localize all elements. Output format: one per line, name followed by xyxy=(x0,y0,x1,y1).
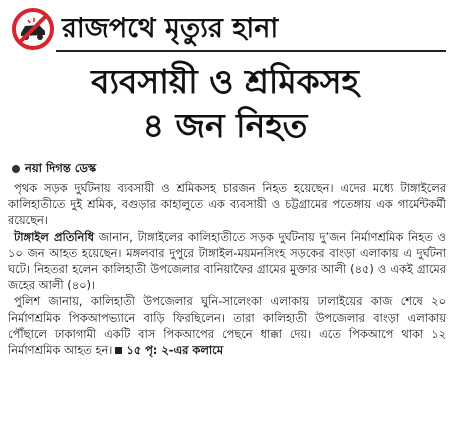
bullet-icon xyxy=(12,165,20,173)
byline-text: নয়া দিগন্ত ডেস্ক xyxy=(25,161,97,175)
byline xyxy=(12,160,96,179)
article-body xyxy=(8,180,446,358)
paragraph-1: পৃথক সড়ক দুর্ঘটনায় ব্যবসায়ী ও শ্রমিকসহ চারজন নিহত হয়েছেন। এদের মধ্যে টাঙ্গাইলের কালিহাতীতে দুই শ্রমিক, বগুড়ার কাহালুতে এক ব্যবসায়ী ও চট্টগ্রামের পতেঙ্গায় এক গার্মেন্টকর্মী রয়েছেন। xyxy=(8,181,446,228)
paragraph-3 xyxy=(8,293,446,358)
paragraph-2-text: জানান, টাঙ্গাইলের কালিহাতীতে সড়ক দুর্ঘটনায় দু’জন নির্মাণশ্রমিক নিহত ও ১০ জন আহত হয়েছেন। মঙ্গলবার দুপুরে টাঙ্গাইল-ময়মনসিংহ সড়কের বাংড়া এলাকায় এ দুর্ঘটনা ঘটে। নিহতরা হলেন কালিহাতী উপজেলার বানিয়াফৈর গ্রামের মুক্তার আলী (৪৫) ও একই গ্রামের জহের আলী (৪০)। xyxy=(8,229,446,293)
header-divider xyxy=(56,50,446,52)
headline-line-1: ব্যবসায়ী ও শ্রমিকসহ xyxy=(91,62,359,101)
continuation-text: ১৫ পৃ: ২-এর কলামে xyxy=(126,343,224,358)
headline-line-2: ৪ জন নিহত xyxy=(142,106,308,145)
accident-car-icon xyxy=(12,8,54,50)
section-label: রাজপথে মৃত্যুর হানা xyxy=(62,13,279,44)
square-bullet-icon xyxy=(115,347,122,354)
paragraph-2 xyxy=(8,229,446,294)
paragraph-3-text: পুলিশ জানায়, কালিহাতী উপজেলার ঘুনি-সালেংকা এলাকায় ঢালাইয়ের কাজ শেষে ২০ নির্মাণশ্রমিক পিকআপভ্যানে বাড়ি ফিরছিলেন। তারা কালিহাতী উপজেলার বাংড়া এলাকায় পৌঁছালে ঢাকাগামী একটি বাস পিকআপের পেছনে ধাক্কা দেয়। এতে পিকআপে থাকা ১২ নির্মাণশ্রমিক আহত হন। xyxy=(8,294,446,358)
correspondent-label: টাঙ্গাইল প্রতিনিধি xyxy=(14,229,94,244)
continuation-note xyxy=(112,343,223,357)
section-header xyxy=(6,6,446,54)
headline xyxy=(6,60,444,148)
